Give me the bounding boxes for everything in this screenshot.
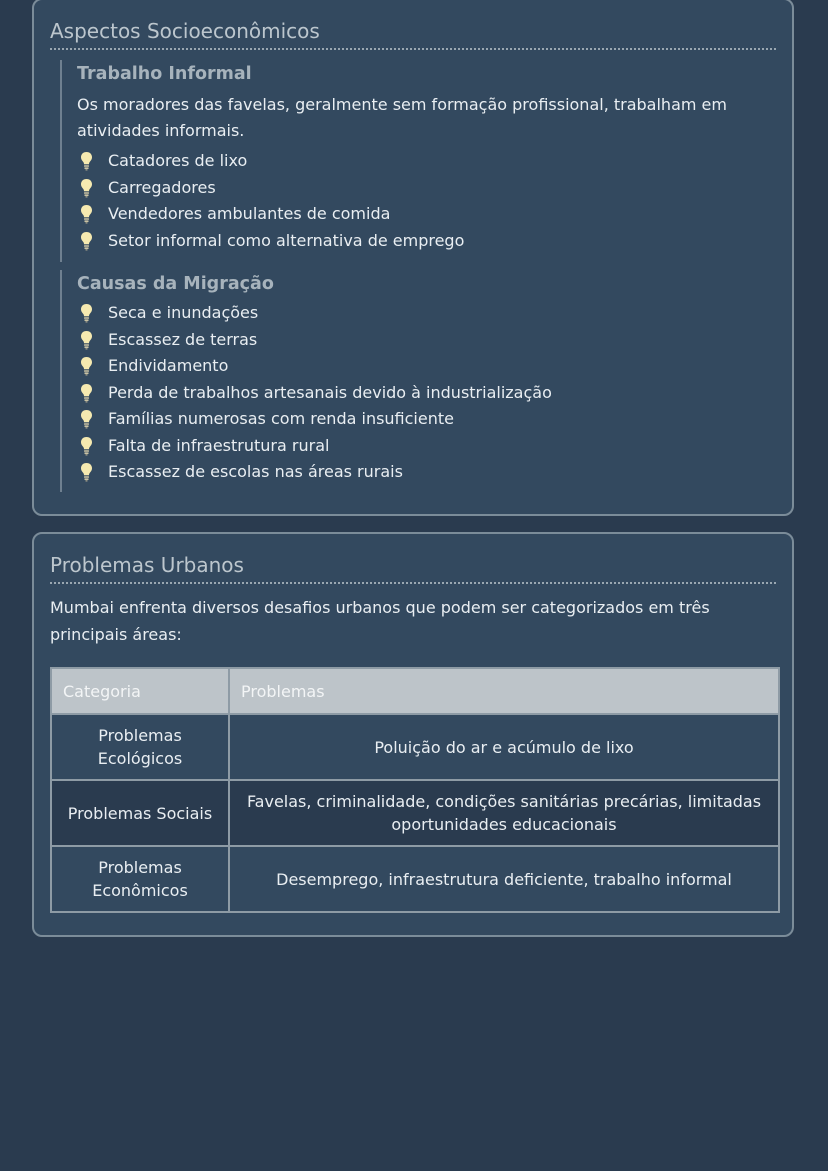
list-item-text: Catadores de lixo [108, 151, 248, 170]
problems-cell: Favelas, criminalidade, condições sanitárias precárias, limitadas oportunidades educacionais [229, 780, 779, 846]
list-item [77, 300, 776, 327]
urban-problems-card [32, 532, 794, 937]
problems-cell: Desemprego, infraestrutura deficiente, trabalho informal [229, 846, 779, 912]
lightbulb-icon [80, 204, 93, 224]
list-item-text: Famílias numerosas com renda insuficiente [108, 409, 454, 428]
list-item [77, 353, 776, 380]
lightbulb-icon [80, 436, 93, 456]
list-item [77, 201, 776, 228]
informal-work-list [77, 148, 776, 254]
lightbulb-icon [80, 409, 93, 429]
socioeconomic-title: Aspectos Socioeconômicos [50, 0, 776, 50]
informal-work-section [60, 60, 776, 262]
list-item [77, 406, 776, 433]
list-item-text: Escassez de escolas nas áreas rurais [108, 462, 403, 481]
list-item [77, 433, 776, 460]
header-problems: Problemas [229, 668, 779, 714]
category-cell: Problemas Sociais [51, 780, 229, 846]
informal-work-description: Os moradores das favelas, geralmente sem formação profissional, trabalham em atividades informais. [77, 95, 727, 140]
list-item [77, 175, 776, 202]
problems-cell: Poluição do ar e acúmulo de lixo [229, 714, 779, 780]
list-item-text: Carregadores [108, 177, 216, 197]
migration-causes-section [60, 270, 776, 492]
category-cell: Problemas Econômicos [51, 846, 229, 912]
list-item-text: Vendedores ambulantes de comida [108, 204, 391, 223]
migration-causes-list [77, 300, 776, 486]
table-row [51, 846, 779, 912]
table-row [51, 714, 779, 780]
lightbulb-icon [80, 303, 93, 323]
lightbulb-icon [80, 231, 93, 251]
lightbulb-icon [80, 330, 93, 350]
list-item-text: Endividamento [108, 356, 229, 375]
table-row [51, 780, 779, 846]
lightbulb-icon [80, 383, 93, 403]
list-item [77, 327, 776, 354]
urban-problems-title: Problemas Urbanos [50, 534, 776, 584]
category-cell: Problemas Ecológicos [51, 714, 229, 780]
lightbulb-icon [80, 356, 93, 376]
lightbulb-icon [80, 462, 93, 482]
migration-causes-title: Causas da Migração [77, 274, 274, 294]
socioeconomic-card [32, 0, 794, 516]
list-item-text: Perda de trabalhos artesanais devido à industrialização [108, 382, 552, 402]
list-item [77, 148, 776, 175]
list-item-text: Falta de infraestrutura rural [108, 435, 330, 455]
header-category: Categoria [51, 668, 229, 714]
urban-problems-intro: Mumbai enfrenta diversos desafios urbanos que podem ser categorizados em três principais áreas: [50, 598, 710, 644]
lightbulb-icon [80, 151, 93, 171]
list-item [77, 228, 776, 255]
list-item-text: Seca e inundações [108, 303, 259, 322]
problems-table [50, 667, 780, 913]
list-item-text: Setor informal como alternativa de emprego [108, 230, 465, 250]
list-item [77, 459, 776, 486]
list-item-text: Escassez de terras [108, 329, 258, 349]
list-item [77, 380, 776, 407]
table-header-row [51, 668, 779, 714]
lightbulb-icon [80, 178, 93, 198]
informal-work-title: Trabalho Informal [77, 64, 252, 84]
